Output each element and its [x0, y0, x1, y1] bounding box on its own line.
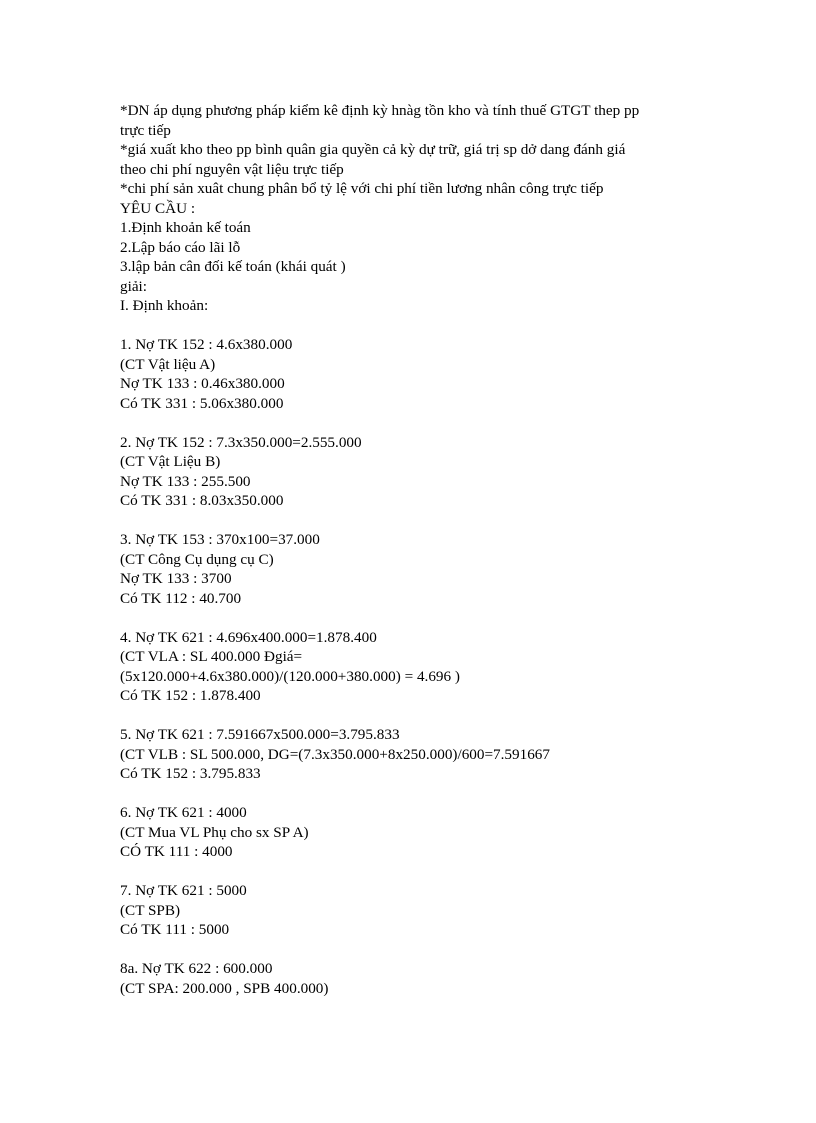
- requirement-item: 3.lập bản cân đối kế toán (khái quát ): [120, 258, 346, 275]
- section-heading: I. Định khoản:: [120, 297, 209, 314]
- intro-section: [120, 101, 720, 316]
- requirements-heading: YÊU CẦU :: [120, 199, 196, 217]
- entry-line: Có TK 331 : 5.06x380.000: [120, 394, 284, 412]
- entry-line: (CT Vật Liệu B): [120, 453, 221, 470]
- entry-line: 2. Nợ TK 152 : 7.3x350.000=2.555.000: [120, 433, 362, 451]
- intro-line: theo chi phí nguyên vật liệu trực tiếp: [120, 160, 344, 178]
- intro-line: trực tiếp: [120, 121, 171, 139]
- document-body: [120, 101, 720, 998]
- entry-8a: [120, 959, 720, 998]
- spacer: [120, 608, 720, 628]
- entry-3: [120, 530, 720, 608]
- entry-line: Nợ TK 133 : 255.500: [120, 472, 251, 490]
- entry-line: 1. Nợ TK 152 : 4.6x380.000: [120, 336, 293, 353]
- spacer: [120, 511, 720, 531]
- entry-line: 8a. Nợ TK 622 : 600.000: [120, 960, 273, 977]
- entry-line: 5. Nợ TK 621 : 7.591667x500.000=3.795.833: [120, 726, 400, 743]
- intro-line: *giá xuất kho theo pp bình quân gia quyền cả kỳ dự trữ, giá trị sp dở dang đánh giá: [120, 141, 626, 158]
- entry-line: CÓ TK 111 : 4000: [120, 843, 233, 860]
- entry-line: (CT VLA : SL 400.000 Đgiá=: [120, 648, 303, 665]
- entry-line: Nợ TK 133 : 3700: [120, 570, 232, 587]
- entry-line: Có TK 111 : 5000: [120, 921, 230, 938]
- entry-line: Có TK 331 : 8.03x350.000: [120, 492, 284, 509]
- entry-5: [120, 725, 720, 784]
- entry-line: 3. Nợ TK 153 : 370x100=37.000: [120, 531, 320, 548]
- solution-heading: giải:: [120, 277, 147, 295]
- entry-6: [120, 803, 720, 862]
- requirement-item: 1.Định khoản kế toán: [120, 219, 251, 236]
- spacer: [120, 706, 720, 726]
- entry-line: (CT Mua VL Phụ cho sx SP A): [120, 823, 309, 841]
- spacer: [120, 862, 720, 882]
- intro-line: *chi phí sản xuât chung phân bổ tỷ lệ với chi phí tiền lương nhân công trực tiếp: [120, 180, 604, 197]
- spacer: [120, 316, 720, 336]
- entry-4: [120, 628, 720, 706]
- entry-line: (CT SPB): [120, 901, 181, 919]
- entry-line: 6. Nợ TK 621 : 4000: [120, 804, 247, 821]
- entry-line: 4. Nợ TK 621 : 4.696x400.000=1.878.400: [120, 628, 377, 646]
- entry-2: [120, 433, 720, 511]
- spacer: [120, 413, 720, 433]
- spacer: [120, 940, 720, 960]
- entry-line: (CT Vật liệu A): [120, 355, 216, 373]
- entry-7: [120, 881, 720, 940]
- entry-line: Có TK 112 : 40.700: [120, 589, 242, 607]
- entry-line: Nợ TK 133 : 0.46x380.000: [120, 375, 285, 392]
- entry-line: Có TK 152 : 3.795.833: [120, 765, 261, 782]
- entry-line: (CT Công Cụ dụng cụ C): [120, 550, 274, 568]
- spacer: [120, 784, 720, 804]
- intro-line: *DN áp dụng phương pháp kiểm kê định kỳ hnàg tồn kho và tính thuế GTGT thep pp: [120, 102, 640, 119]
- entry-line: Có TK 152 : 1.878.400: [120, 687, 261, 704]
- requirement-item: 2.Lập báo cáo lãi lỗ: [120, 238, 241, 256]
- entry-line: (CT VLB : SL 500.000, DG=(7.3x350.000+8x250.000)/600=7.591667: [120, 745, 550, 763]
- entry-line: (CT SPA: 200.000 , SPB 400.000): [120, 979, 329, 997]
- entry-line: 7. Nợ TK 621 : 5000: [120, 882, 247, 899]
- entry-line: (5x120.000+4.6x380.000)/(120.000+380.000) = 4.696 ): [120, 667, 460, 685]
- entry-1: [120, 335, 720, 413]
